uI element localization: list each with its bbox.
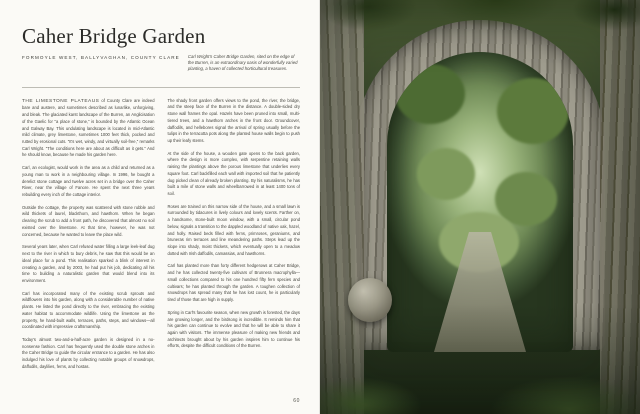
column-left bbox=[22, 98, 155, 377]
foliage-cluster bbox=[395, 64, 465, 124]
column-right bbox=[168, 98, 301, 377]
body-paragraph: Roses are trained on this narrow side of the house, and a small lawn is surrounded by tidacures in lively colours and lovely scents. Farther on, a handsome, stone-built moon window, with a small, circular pond below, signals a transition to the dappled woodland of native oak, hazel, and holly. Raised beds filled with ferns, primroses, geraniums, and bruneras rim terraces and line meandering paths. Steps lead up the slope into shady, moist thickets, which eventually open to a meadow dotted with Irish daffodils, camassias, and hawthorns. bbox=[167, 203, 300, 256]
foliage-cluster bbox=[497, 78, 569, 144]
stone-sphere-ornament bbox=[348, 278, 392, 322]
page-title: Caher Bridge Garden bbox=[22, 24, 206, 48]
right-page bbox=[320, 0, 640, 414]
lead-paragraph bbox=[22, 98, 155, 160]
body-paragraph: Carl, an ecologist, would work in the area as a child and returned as a young man to work in a neighbouring village. In 1996, he bought a derelict stone cottage and twelve acres set in a bridge over the Caher River, near the village of Fanore. He spent the next three years rebuilding every inch of the cottage interior. bbox=[22, 165, 155, 198]
header-divider bbox=[22, 87, 300, 88]
body-paragraph: Carl has planted more than forty different hedgerows at Caher Bridge, and he has collected twenty-five cultivars of Brunnera macrophylla—small collections compared to his one hundred fifty fern species and cultivars; he has planted through the garden. A toughen collection of snowdrops has spread many that he has lost count, he is particularly tired of those that are high in supply. bbox=[167, 263, 300, 303]
body-paragraph: Outside the cottage, the property was scattered with stone rubble and wild thickets of laurel, blackthorn, and hawthorn. When he began clearing the scrub to add a front path, he discovered that almost no soil existed over the limestone. At that time, however, he was not concerned, because he wanted to leave the place wild. bbox=[22, 204, 155, 237]
body-paragraph: Spring in Carl's favourite season, when new growth is forested, the days are growing longer, and the birdsong is incredible. It reminds him that his garden can continue to evolve and that he will be able to share it again with visitors. The immense pleasure of making new friends and architects brought about by his garden inspires him to continue his efforts, despite the difficult conditions of the Burren. bbox=[167, 309, 300, 349]
page-number: 60 bbox=[293, 398, 300, 404]
garden-photograph bbox=[320, 0, 640, 414]
text-columns bbox=[22, 98, 300, 377]
garden-location: FORMOYLE WEST, BALLYVAGHAN, COUNTY CLARE bbox=[22, 55, 180, 60]
photo-caption: Carl Wright's Caher Bridge Garden, sited on the edge of the Burren, is an extraordinary oasis of wonderfully varied planting, a haven of collected horticultural treasures. bbox=[187, 54, 298, 72]
body-paragraph: The shady front garden offers views to the pond, the river, the bridge, and the steep face of the Burren in the distance. A double-sided dry stone wall frames the opal. Hazels have been pruned into small, multi-tiered trees, and a hawthorn arches in the front door. Groundcover, daffodils, and hellebores signal the arrival of spring usually before the tulips in the terracotta pots along the planted house walls begin to push up their leafy stems. bbox=[167, 97, 300, 143]
lead-rest: of County Clare are indeed bare and austere, and sometimes described as lunarlike, unforgiving, and bleak. The glaciated karst landscape of the Burren, an Anglicisation of the Gaelic for "a place of stone," is bounded by the Atlantic Ocean and Galway Bay. This undulating landscape is located in mid-Atlantic mild climate, grey limestone, sometimes 1000 feet thick, pocked and rutted by erosional cuts. "It's wet, windy, and virtually soil-free," remarks Carl Wright. "The conditions here are about as difficult as it gets." And he should know, because he made his garden here. bbox=[22, 97, 155, 158]
foliage-cluster bbox=[417, 148, 475, 200]
body-paragraph: Several years later, when Carl refused water filling a large leek-leaf dug next to the river in which to bury debris, he saw that this would be an ideal place for a pond. This realisation sparked a blink of interest in creating a garden, and by 2003, he had put his job, dedicating all his time to building a naturalistic garden that would blend into its environment. bbox=[22, 244, 155, 283]
tree-canopy bbox=[320, 0, 640, 70]
body-paragraph: Today's almost two-and-a-half-acre garden is designed in a no-nonsense fashion. Carl has frequently used the double stone arches in the Caher Bridge to guide the circular entrance to a garden. He has also indulged his love of plants by collecting notable groups of snowdrops, daffodils, daylilies, ferns, and hostas. bbox=[22, 336, 155, 369]
body-paragraph: At the side of the house, a wooden gate opens to the back garden, where the design is more complex, with serpentine retaining walls raising the plantings above the porous limestone that underlies every square foot. Carl backfilled each wall with imported soil that he patiently dug picked clean of already broken planting. By his naturalisms, he has built a mile of stone walls and wheelbarrowed in at least 1400 tons of soil. bbox=[167, 150, 300, 196]
lead-smallcaps: THE LIMESTONE PLATEAUS bbox=[22, 98, 100, 104]
body-paragraph: Carl has incorporated many of the existing scrub sprouts and wildflowers into his garden, along with a considerable number of native plants. He listed the pond directly to the river, embracing the existing water habitat to accommodate wildlife. Using the limestone as the property, he hand-built walls, terraces, paths, steps, and windows—all coordinated with impressive craftsmanship. bbox=[22, 290, 155, 330]
subhead-row bbox=[22, 54, 300, 73]
